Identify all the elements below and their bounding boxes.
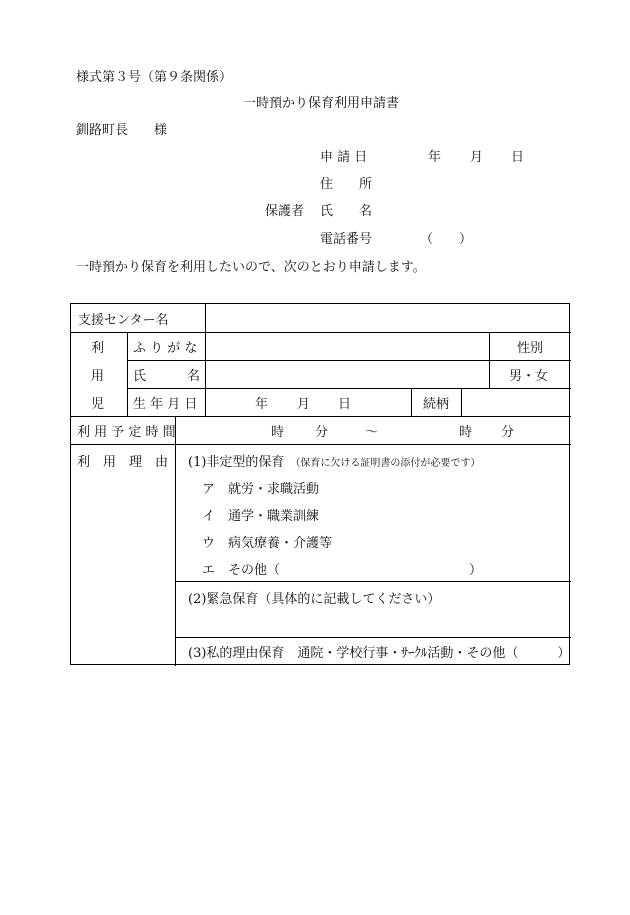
birthdate-year: 年	[255, 397, 269, 412]
child-name-label: 名	[187, 369, 201, 384]
form-number: 様式第３号（第９条関係）	[76, 70, 233, 85]
row-divider	[71, 416, 571, 417]
page-title: 一時預かり保育利用申請書	[243, 96, 400, 111]
schedule-end-hour: 時	[459, 425, 473, 440]
reason-1-other-close: ）	[469, 563, 483, 578]
relationship-field[interactable]	[463, 389, 570, 415]
child-name-field[interactable]	[207, 361, 488, 387]
schedule-end-minute: 分	[501, 425, 515, 440]
child-label-char: 利	[91, 341, 105, 356]
phone-label: 電話番号	[320, 232, 373, 247]
application-date-label: 申 請 日	[320, 150, 368, 165]
guardian-name-label: 氏 名	[320, 204, 373, 219]
reason-1-option[interactable]: ウ 病気療養・介護等	[202, 536, 333, 551]
reason-1-title-text: (1)非定型的保育	[188, 455, 285, 470]
child-label-char: 用	[91, 369, 105, 384]
guardian-label: 保護者	[265, 204, 305, 219]
column-divider	[461, 388, 462, 416]
column-divider	[411, 388, 412, 416]
intro-statement: 一時預かり保育を利用したいので、次のとおり申請します。	[76, 260, 426, 275]
schedule-start-hour: 時	[271, 425, 285, 440]
reason-1-option[interactable]: ア 就労・求職活動	[202, 482, 320, 497]
child-label-char: 児	[91, 397, 105, 412]
column-divider	[205, 304, 206, 332]
gender-value[interactable]: 男・女	[509, 369, 549, 384]
birthdate-month: 月	[297, 397, 311, 412]
column-divider	[127, 332, 128, 416]
center-name-field[interactable]	[207, 305, 570, 331]
address-label: 住 所	[320, 177, 373, 192]
phone-parentheses: （ ）	[420, 232, 473, 247]
reason-3-title: (3)私的理由保育 通院・学校行事・ｻｰｸﾙ活動・その他（ ）	[188, 646, 571, 661]
reason-1-option[interactable]: イ 通学・職業訓練	[202, 509, 320, 524]
birthdate-day: 日	[338, 397, 352, 412]
birthdate-label: 生 年 月 日	[133, 397, 198, 412]
application-date-year: 年	[428, 150, 442, 165]
row-divider	[175, 581, 571, 582]
application-date-month: 月	[470, 150, 484, 165]
schedule-start-minute: 分	[315, 425, 329, 440]
reason-2-title: (2)緊急保育（具体的に記載してください）	[188, 592, 441, 607]
reason-1-title	[188, 455, 480, 472]
application-table	[70, 303, 570, 665]
schedule-label: 利 用 予 定 時 間	[77, 425, 176, 440]
application-date-day: 日	[511, 150, 525, 165]
center-name-label: 支援センター名	[78, 313, 169, 328]
column-divider	[175, 416, 176, 666]
addressee: 釧路町長 様	[76, 123, 168, 138]
reason-label: 利 用 理 由	[77, 455, 169, 470]
column-divider	[489, 332, 490, 388]
row-divider	[175, 637, 571, 638]
reason-2-field[interactable]	[177, 611, 569, 635]
relationship-label: 続柄	[423, 397, 450, 412]
reason-1-option[interactable]: エ その他（	[202, 563, 281, 578]
furigana-field[interactable]	[207, 333, 488, 359]
row-divider	[71, 444, 571, 445]
column-divider	[205, 332, 206, 416]
furigana-label: ふ り が な	[133, 341, 198, 356]
child-name-label: 氏	[133, 369, 147, 384]
schedule-tilde: ～	[365, 425, 379, 440]
reason-1-note: （保育に欠ける証明書の添付が必要です）	[290, 458, 481, 469]
gender-label: 性別	[517, 341, 544, 356]
